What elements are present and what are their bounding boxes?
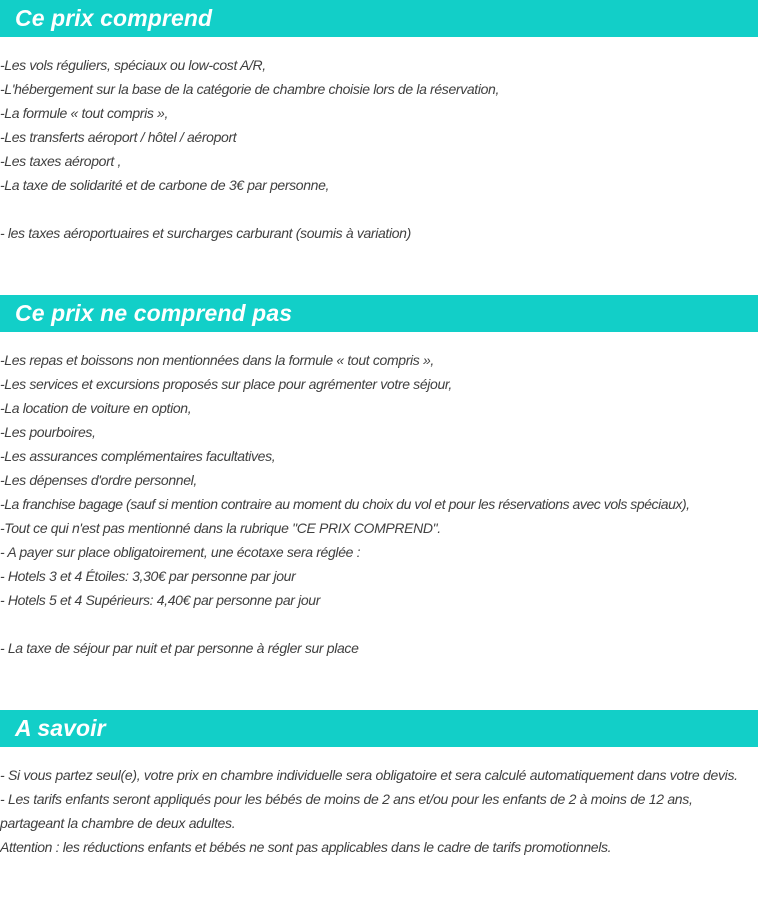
list-item: - Hotels 5 et 4 Supérieurs: 4,40€ par personne par jour bbox=[0, 592, 321, 608]
list-item: - Hotels 3 et 4 Étoiles: 3,30€ par personne par jour bbox=[0, 568, 296, 584]
section-header-excludes bbox=[0, 295, 758, 332]
list-item: - La taxe de séjour par nuit et par personne à régler sur place bbox=[0, 640, 359, 656]
list-item: - A payer sur place obligatoirement, une écotaxe sera réglée : bbox=[0, 544, 361, 560]
list-item: - les taxes aéroportuaires et surcharges carburant (soumis à variation) bbox=[0, 225, 411, 241]
list-item: -Les vols réguliers, spéciaux ou low-cost A/R, bbox=[0, 57, 266, 73]
list-item: -L'hébergement sur la base de la catégorie de chambre choisie lors de la réservation, bbox=[0, 81, 499, 97]
spacer bbox=[0, 612, 756, 636]
list-item: -La franchise bagage (sauf si mention contraire au moment du choix du vol et pour les réservations avec vols spéciaux), bbox=[0, 496, 690, 512]
spacer bbox=[0, 197, 756, 221]
section-title-excludes: Ce prix ne comprend pas bbox=[15, 300, 293, 326]
list-item: -La formule « tout compris », bbox=[0, 105, 169, 121]
list-item: - Si vous partez seul(e), votre prix en chambre individuelle sera obligatoire et sera calculé automatiquement dans votre devis. bbox=[0, 767, 738, 783]
section-header-good-to-know bbox=[0, 710, 758, 747]
list-item: -Tout ce qui n'est pas mentionné dans la rubrique "CE PRIX COMPREND". bbox=[0, 520, 441, 536]
list-item: -La location de voiture en option, bbox=[0, 400, 192, 416]
list-item: -Les taxes aéroport , bbox=[0, 153, 122, 169]
list-item: -Les services et excursions proposés sur place pour agrémenter votre séjour, bbox=[0, 376, 452, 392]
section-body-excludes bbox=[0, 348, 758, 660]
section-title-includes: Ce prix comprend bbox=[15, 5, 213, 31]
list-item: -La taxe de solidarité et de carbone de 3€ par personne, bbox=[0, 177, 330, 193]
list-item: -Les pourboires, bbox=[0, 424, 96, 440]
section-body-good-to-know bbox=[0, 763, 758, 859]
list-item: -Les dépenses d'ordre personnel, bbox=[0, 472, 197, 488]
list-item: Attention : les réductions enfants et bébés ne sont pas applicables dans le cadre de tarifs promotionnels. bbox=[0, 839, 612, 855]
section-header-includes bbox=[0, 0, 758, 37]
section-title-good-to-know: A savoir bbox=[15, 715, 106, 741]
list-item: -Les repas et boissons non mentionnées dans la formule « tout compris », bbox=[0, 352, 434, 368]
section-body-includes bbox=[0, 53, 758, 245]
list-item: -Les transferts aéroport / hôtel / aéroport bbox=[0, 129, 237, 145]
list-item: -Les assurances complémentaires facultatives, bbox=[0, 448, 276, 464]
list-item: - Les tarifs enfants seront appliqués pour les bébés de moins de 2 ans et/ou pour les enfants de 2 à moins de 12 ans, partageant la chambre de deux adultes. bbox=[0, 791, 693, 831]
